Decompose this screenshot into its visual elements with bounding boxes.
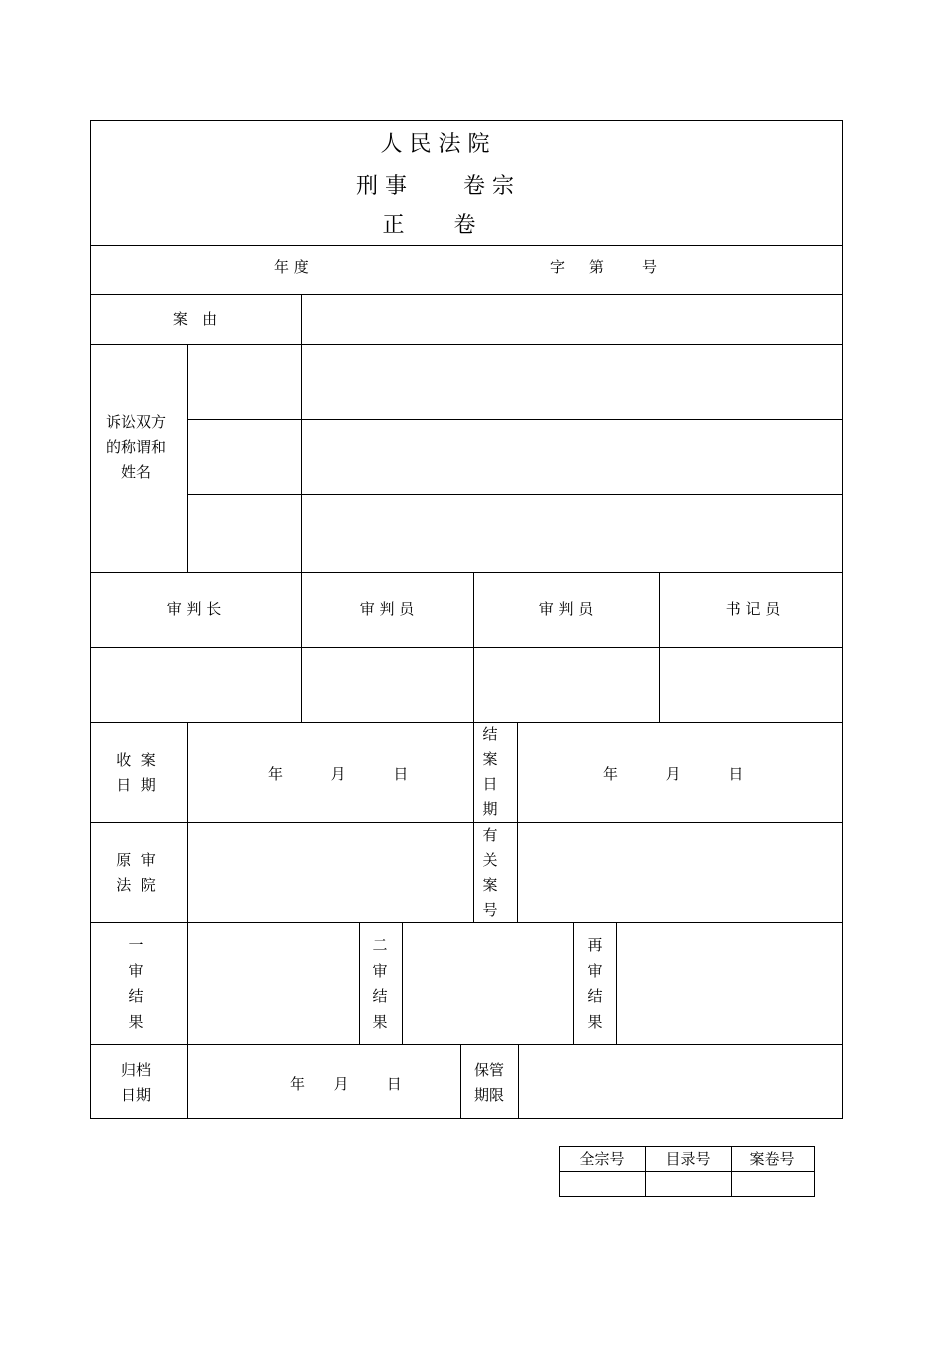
divider: [301, 294, 302, 722]
divider: [90, 647, 843, 648]
case-reason-label: 案 由: [172, 310, 218, 328]
divider: [187, 722, 188, 1119]
divider: [645, 1146, 646, 1197]
divider: [518, 1044, 519, 1119]
divider: [90, 572, 843, 573]
second-trial-result-label: 二 审 结 果: [372, 936, 388, 1031]
court-name-title: 人 民 法 院: [380, 132, 490, 157]
divider: [402, 922, 403, 1044]
divider: [90, 294, 843, 295]
archive-date-label: 归档 日期: [120, 1061, 151, 1104]
case-file-cover-form: [90, 120, 843, 1119]
catalog-number-label: 目录号: [665, 1150, 711, 1168]
clerk-label: 书 记 员: [725, 600, 781, 618]
year-label: 年 度: [274, 258, 309, 276]
divider: [90, 1044, 843, 1045]
divider: [90, 722, 843, 723]
file-number-label: 案卷号: [749, 1150, 795, 1168]
divider: [90, 922, 843, 923]
related-case-number-label: 有 关 案 号: [482, 826, 498, 919]
divider: [473, 572, 474, 922]
close-date-label: 结 案 日 期: [482, 725, 498, 818]
archive-date-field[interactable]: 年 月 日: [290, 1075, 402, 1093]
volume-type-title: 正 卷: [382, 213, 476, 238]
divider: [731, 1146, 732, 1197]
divider: [359, 922, 360, 1044]
case-number-label: 字 第 号: [550, 258, 657, 276]
divider: [573, 922, 574, 1044]
divider: [187, 344, 188, 572]
divider: [659, 572, 660, 722]
judge-label: 审 判 员: [359, 600, 415, 618]
divider: [517, 722, 518, 922]
close-date-field[interactable]: 年 月 日: [603, 765, 744, 783]
retention-period-label: 保管 期限: [473, 1061, 504, 1104]
divider: [187, 494, 843, 495]
divider: [90, 245, 843, 246]
divider: [90, 822, 843, 823]
divider: [187, 419, 843, 420]
divider: [559, 1171, 815, 1172]
judge-label: 审 判 员: [538, 600, 594, 618]
divider: [460, 1044, 461, 1119]
presiding-judge-label: 审 判 长: [166, 600, 222, 618]
file-type-title: 刑 事 卷 宗: [356, 174, 514, 199]
receive-date-field[interactable]: 年 月 日: [268, 765, 409, 783]
divider: [90, 344, 843, 345]
original-court-label: 原 审 法 院: [116, 851, 156, 894]
fonds-number-label: 全宗号: [579, 1150, 625, 1168]
divider: [616, 922, 617, 1044]
first-trial-result-label: 一 审 结 果: [128, 936, 144, 1031]
retrial-result-label: 再 审 结 果: [587, 936, 603, 1031]
receive-date-label: 收 案 日 期: [116, 751, 156, 794]
parties-label: 诉讼双方 的称谓和 姓名: [105, 413, 166, 481]
